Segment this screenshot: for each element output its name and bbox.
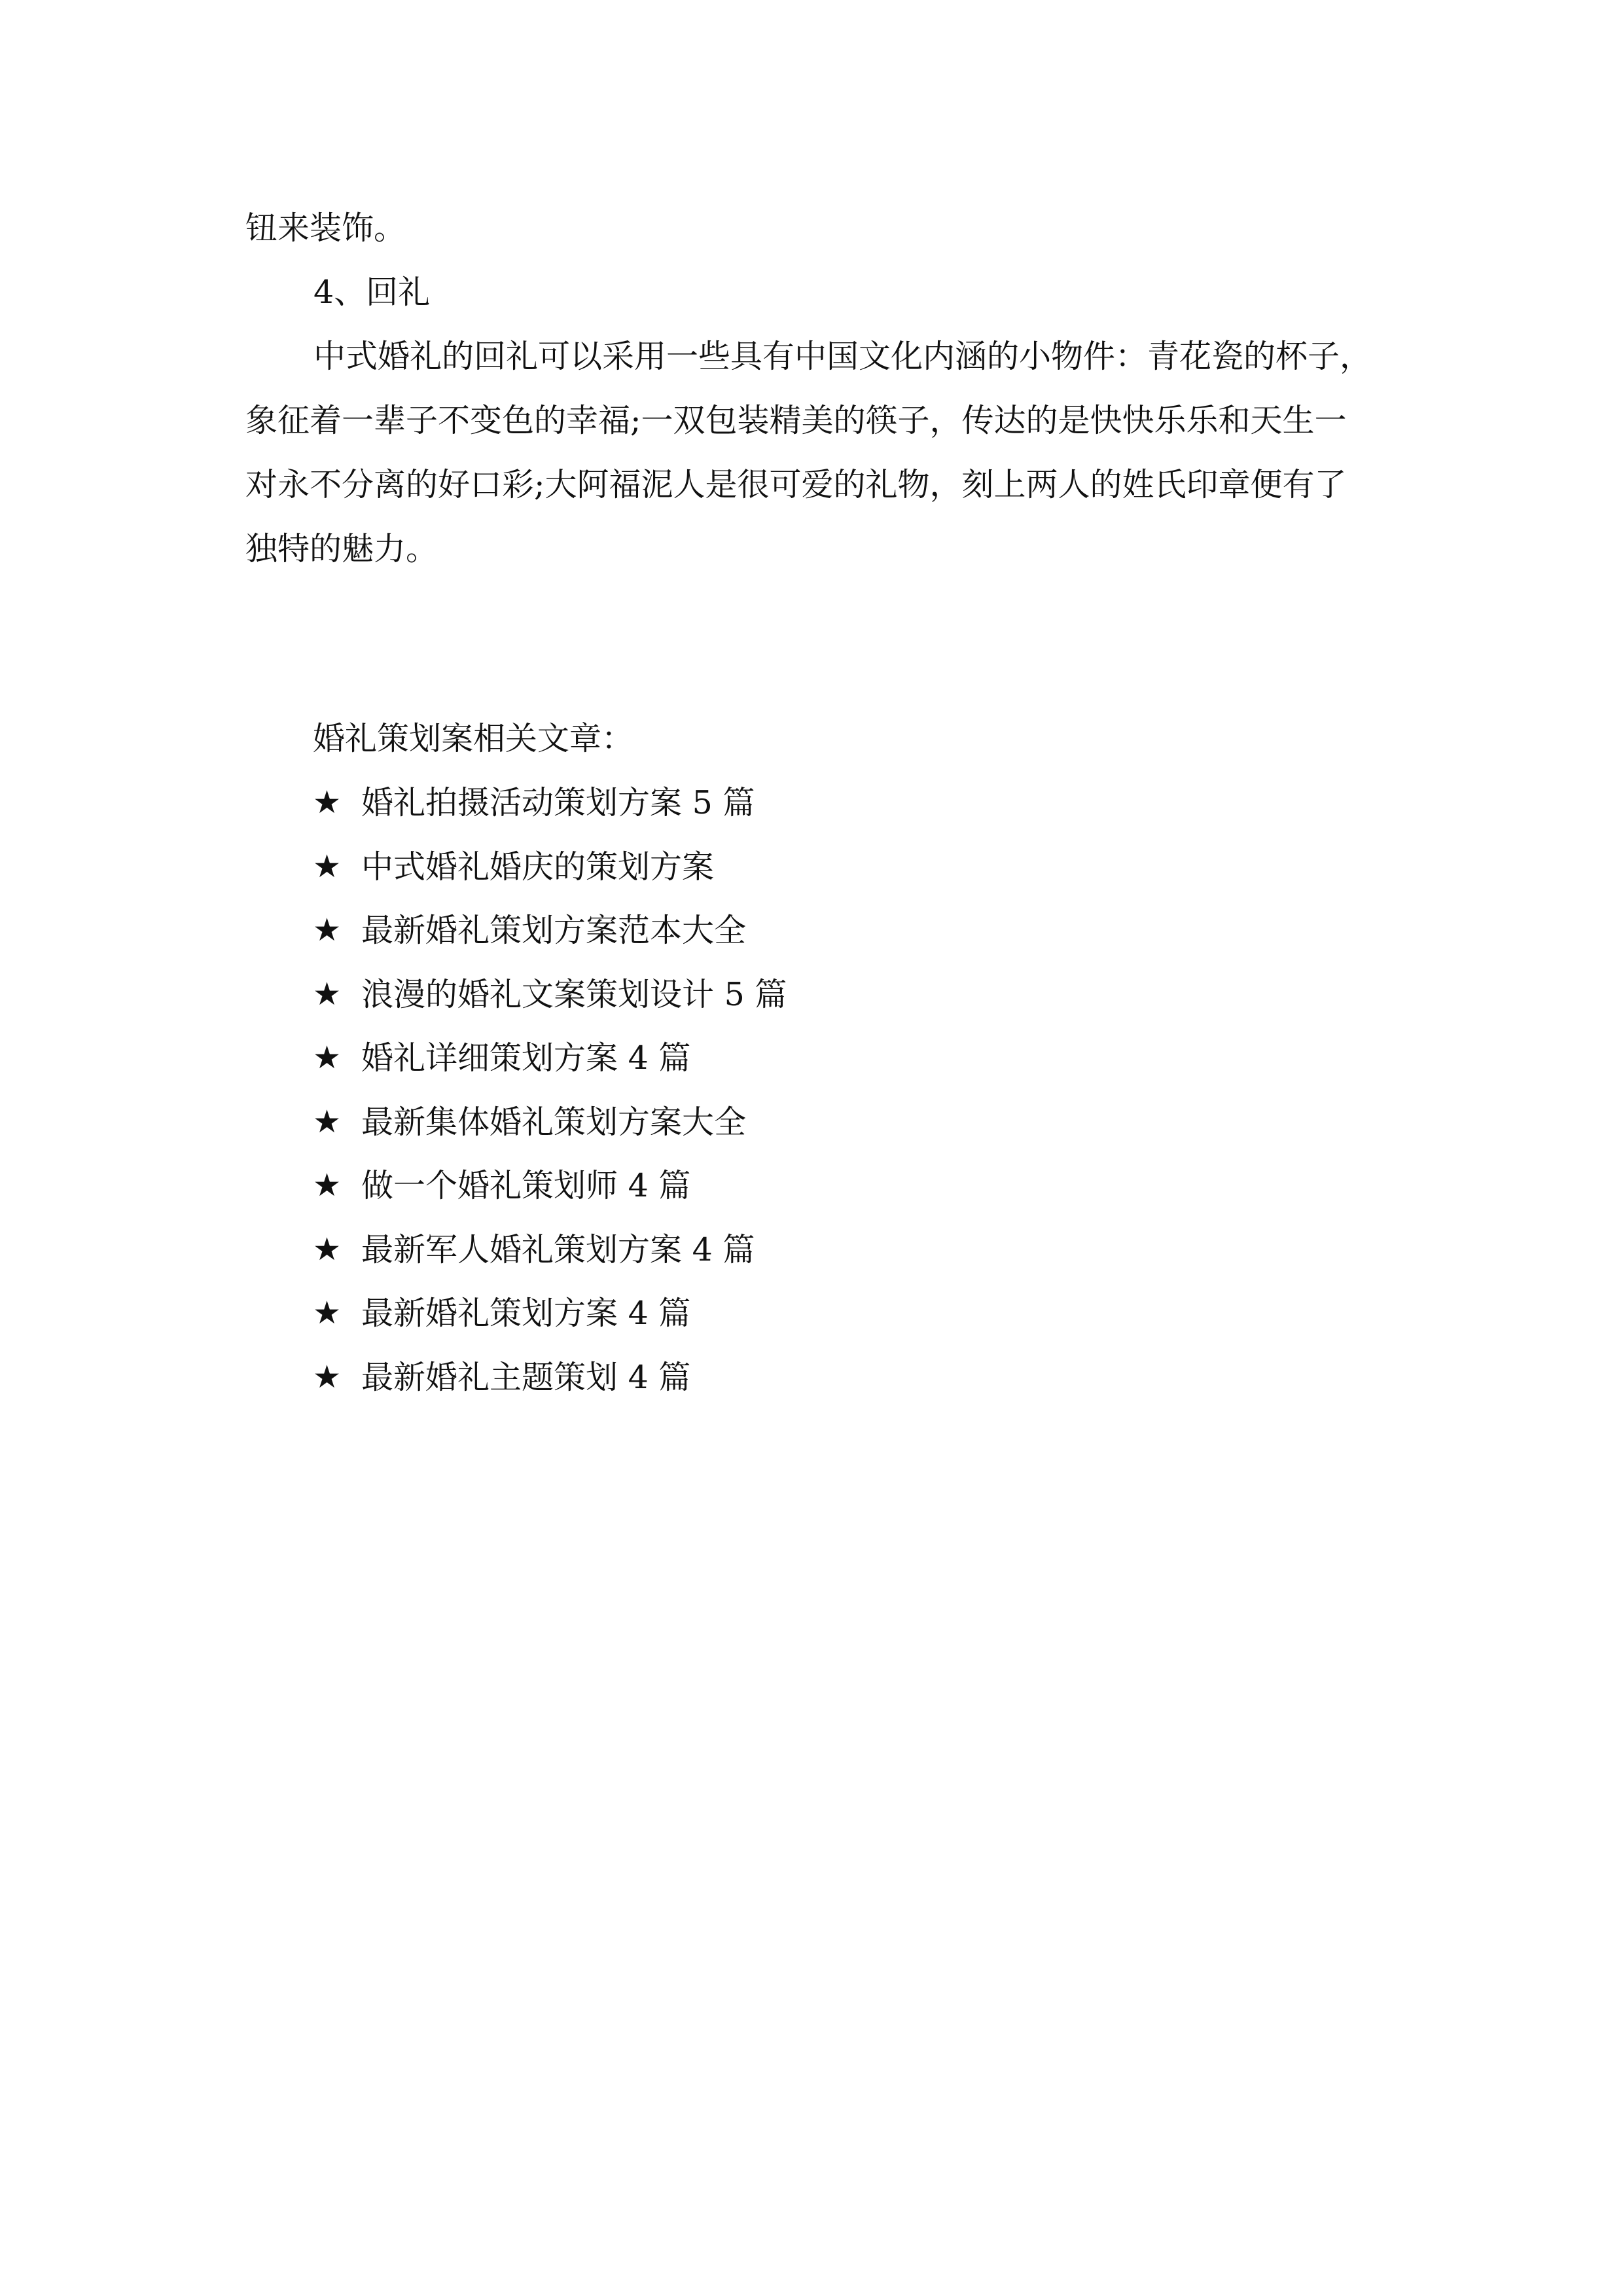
star-icon: ★ <box>313 1167 342 1204</box>
paragraph-line-4: 独特的魅力。 <box>245 530 438 567</box>
related-article-item[interactable] <box>313 835 1294 899</box>
related-article-link[interactable]: 最新婚礼策划方案范本大全 <box>361 912 747 949</box>
related-article-link[interactable]: 中式婚礼婚庆的策划方案 <box>361 848 715 886</box>
star-icon: ★ <box>313 1103 342 1140</box>
star-icon: ★ <box>313 848 342 885</box>
related-article-link[interactable]: 婚礼详细策划方案 4 篇 <box>361 1039 691 1077</box>
related-article-link[interactable]: 做一个婚礼策划师 4 篇 <box>361 1167 691 1204</box>
section-heading: 4、回礼 <box>313 274 431 311</box>
paragraph-continuation: 钮来装饰。 <box>245 209 406 247</box>
related-articles-heading: 婚礼策划案相关文章： <box>313 720 634 757</box>
related-article-link[interactable]: 最新军人婚礼策划方案 4 篇 <box>361 1230 755 1268</box>
related-article-link[interactable]: 婚礼拍摄活动策划方案 5 篇 <box>361 784 755 821</box>
star-icon: ★ <box>313 1295 342 1331</box>
star-icon: ★ <box>313 1039 342 1076</box>
paragraph-line-3: 对永不分离的好口彩;大阿福泥人是很可爱的礼物，刻上两人的姓氏印章便有了 <box>245 466 1347 503</box>
star-icon: ★ <box>313 1358 342 1395</box>
related-article-item[interactable] <box>313 1218 1294 1282</box>
related-article-link[interactable]: 浪漫的婚礼文案策划设计 5 篇 <box>361 975 787 1013</box>
related-article-link[interactable]: 最新集体婚礼策划方案大全 <box>361 1103 747 1141</box>
related-article-item[interactable] <box>313 1154 1294 1218</box>
related-article-item[interactable] <box>313 1282 1294 1346</box>
star-icon: ★ <box>313 975 342 1013</box>
related-article-item[interactable] <box>313 1026 1294 1090</box>
related-articles-list <box>313 771 1294 1409</box>
star-icon: ★ <box>313 784 342 821</box>
related-article-link[interactable]: 最新婚礼主题策划 4 篇 <box>361 1358 691 1396</box>
star-icon: ★ <box>313 1230 342 1268</box>
related-articles <box>313 707 1294 1409</box>
related-article-item[interactable] <box>313 1090 1294 1155</box>
paragraph-line-1: 中式婚礼的回礼可以采用一些具有中国文化内涵的小物件：青花瓷的杯子， <box>313 338 1372 375</box>
related-article-item[interactable] <box>313 771 1294 835</box>
related-article-item[interactable] <box>313 963 1294 1027</box>
body-text <box>245 196 1397 581</box>
related-article-item[interactable] <box>313 899 1294 963</box>
paragraph-line-2: 象征着一辈子不变色的幸福;一双包装精美的筷子，传达的是快快乐乐和天生一 <box>245 402 1347 439</box>
related-article-link[interactable]: 最新婚礼策划方案 4 篇 <box>361 1295 691 1332</box>
star-icon: ★ <box>313 912 342 948</box>
related-article-item[interactable] <box>313 1346 1294 1410</box>
